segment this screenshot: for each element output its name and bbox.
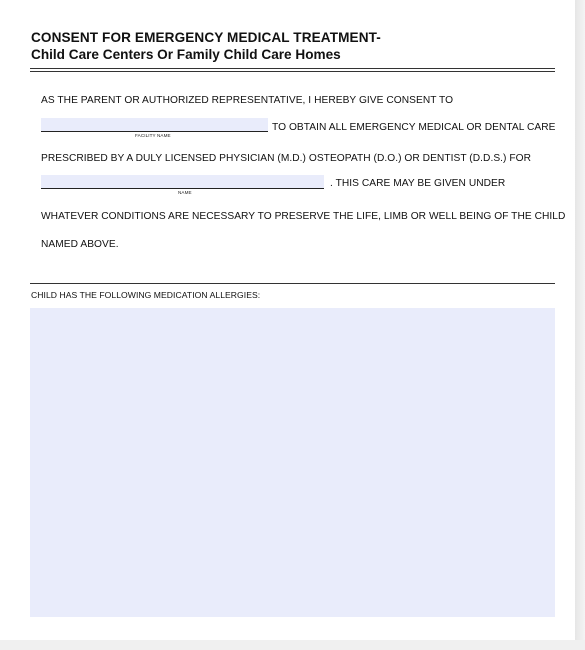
page-shadow-right bbox=[575, 0, 585, 650]
facility-name-label: FACILITY NAME bbox=[135, 133, 171, 138]
child-name-label: NAME bbox=[178, 190, 192, 195]
form-subtitle: Child Care Centers Or Family Child Care Homes bbox=[31, 47, 341, 62]
consent-line-3: PRESCRIBED BY A DULY LICENSED PHYSICIAN (M.D.) OSTEOPATH (D.O.) OR DENTIST (D.D.S.) FOR bbox=[41, 153, 532, 164]
consent-line-6: NAMED ABOVE. bbox=[41, 239, 119, 250]
section-divider bbox=[30, 283, 555, 284]
allergies-label: CHILD HAS THE FOLLOWING MEDICATION ALLERGIES: bbox=[31, 290, 261, 300]
consent-line-1: AS THE PARENT OR AUTHORIZED REPRESENTATIVE, I HEREBY GIVE CONSENT TO bbox=[41, 95, 454, 106]
child-name-field[interactable] bbox=[41, 175, 324, 189]
header-divider bbox=[30, 68, 555, 72]
facility-name-field[interactable] bbox=[41, 118, 268, 132]
allergies-textarea[interactable] bbox=[30, 308, 555, 617]
consent-line-2: TO OBTAIN ALL EMERGENCY MEDICAL OR DENTAL CARE bbox=[272, 122, 556, 133]
form-title: CONSENT FOR EMERGENCY MEDICAL TREATMENT- bbox=[31, 30, 381, 45]
page-shadow-bottom bbox=[0, 640, 585, 650]
consent-line-4: . THIS CARE MAY BE GIVEN UNDER bbox=[330, 178, 506, 189]
consent-line-5: WHATEVER CONDITIONS ARE NECESSARY TO PRESERVE THE LIFE, LIMB OR WELL BEING OF THE CHILD bbox=[41, 211, 566, 222]
